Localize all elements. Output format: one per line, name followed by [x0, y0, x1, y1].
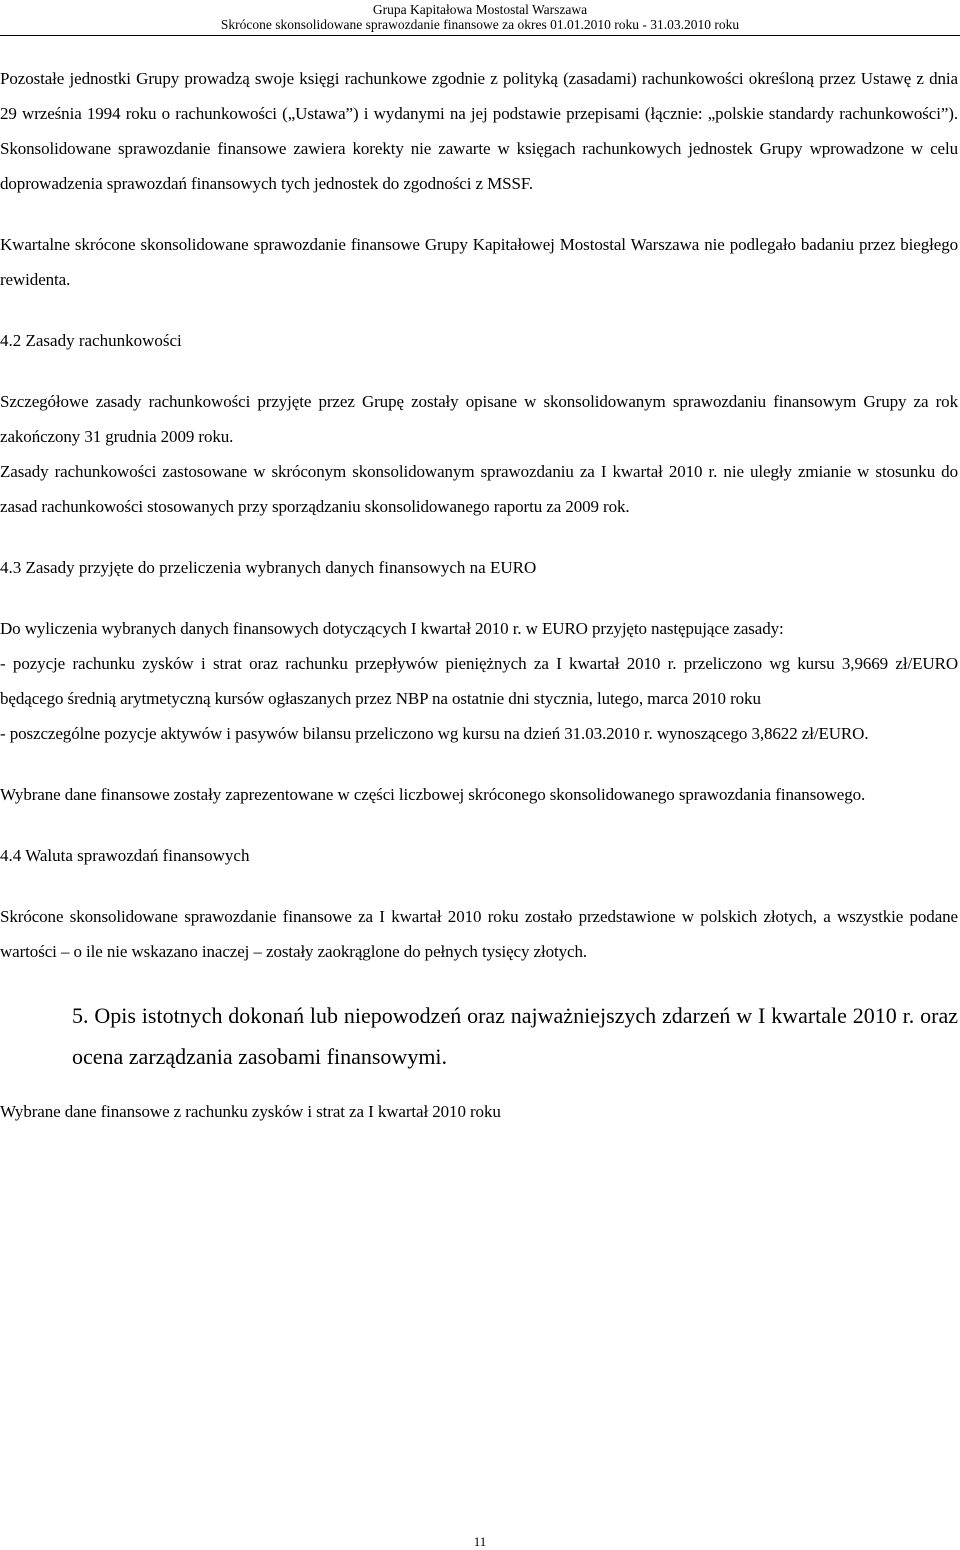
paragraph-income-statement-intro: Wybrane dane finansowe z rachunku zysków i strat za I kwartał 2010 roku	[0, 1102, 501, 1121]
page-header	[0, 0, 960, 32]
document-body	[0, 61, 958, 1129]
header-report-title: Skrócone skonsolidowane sprawozdanie finansowe za okres 01.01.2010 roku - 31.03.2010 roku	[220, 17, 740, 32]
paragraph-detailed-policies: Szczegółowe zasady rachunkowości przyjęte przez Grupę zostały opisane w skonsolidowanym sprawozdaniu finansowym Grupy za rok zakończony 31 grudnia 2009 roku.	[0, 392, 958, 446]
heading-4-4: 4.4 Waluta sprawozdań finansowych	[0, 846, 250, 865]
paragraph-audit-note: Kwartalne skrócone skonsolidowane sprawozdanie finansowe Grupy Kapitałowej Mostostal Warszawa nie podlegało badaniu przez biegłego rewidenta.	[0, 235, 958, 289]
heading-4-2: 4.2 Zasady rachunkowości	[0, 331, 182, 350]
page-number: 11	[473, 1534, 487, 1549]
paragraph-income-rate: - pozycje rachunku zysków i strat oraz rachunku przepływów pieniężnych za I kwartał 2010 r. przeliczono wg kursu 3,9669 zł/EURO będącego średnią arytmetyczną kursów ogłaszanych przez NBP na ostatnie dni stycznia, lutego, marca 2010 roku	[0, 654, 958, 708]
paragraph-currency: Skrócone skonsolidowane sprawozdanie finansowe za I kwartał 2010 roku zostało przedstawione w polskich złotych, a wszystkie podane wartości – o ile nie wskazano inaczej – zostały zaokrąglone do pełnych tysięcy złotych.	[0, 907, 958, 961]
paragraph-policies-unchanged: Zasady rachunkowości zastosowane w skróconym skonsolidowanym sprawozdaniu za I kwartał 2010 r. nie uległy zmianie w stosunku do zasad rachunkowości stosowanych przy sporządzaniu skonsolidowanego raportu za 2009 rok.	[0, 462, 958, 516]
paragraph-euro-intro: Do wyliczenia wybranych danych finansowych dotyczących I kwartał 2010 r. w EURO przyjęto następujące zasady:	[0, 619, 784, 638]
section-5-title: 5. Opis istotnych dokonań lub niepowodzeń oraz najważniejszych zdarzeń w I kwartale 2010 r. oraz ocena zarządzania zasobami finansowymi.	[72, 1003, 958, 1069]
paragraph-selected-data: Wybrane dane finansowe zostały zaprezentowane w części liczbowej skróconego skonsolidowanego sprawozdania finansowego.	[0, 785, 866, 804]
paragraph-balance-rate: - poszczególne pozycje aktywów i pasywów bilansu przeliczono wg kursu na dzień 31.03.2010 r. wynoszącego 3,8622 zł/EURO.	[0, 724, 869, 743]
paragraph-accounting-policies: Pozostałe jednostki Grupy prowadzą swoje księgi rachunkowe zgodnie z polityką (zasadami) rachunkowości określoną przez Ustawę z dnia 29 września 1994 roku o rachunkowości („Ustawa”) i wydanymi na jej podstawie przepisami (łącznie: „polskie standardy rachunkowości”). Skonsolidowane sprawozdanie finansowe zawiera korekty nie zawarte w księgach rachunkowych jednostek Grupy wprowadzone w celu doprowadzenia sprawozdań finansowych tych jednostek do zgodności z MSSF.	[0, 69, 958, 193]
header-company: Grupa Kapitałowa Mostostal Warszawa	[372, 2, 588, 17]
header-divider	[0, 35, 960, 36]
heading-4-3: 4.3 Zasady przyjęte do przeliczenia wybranych danych finansowych na EURO	[0, 558, 537, 577]
